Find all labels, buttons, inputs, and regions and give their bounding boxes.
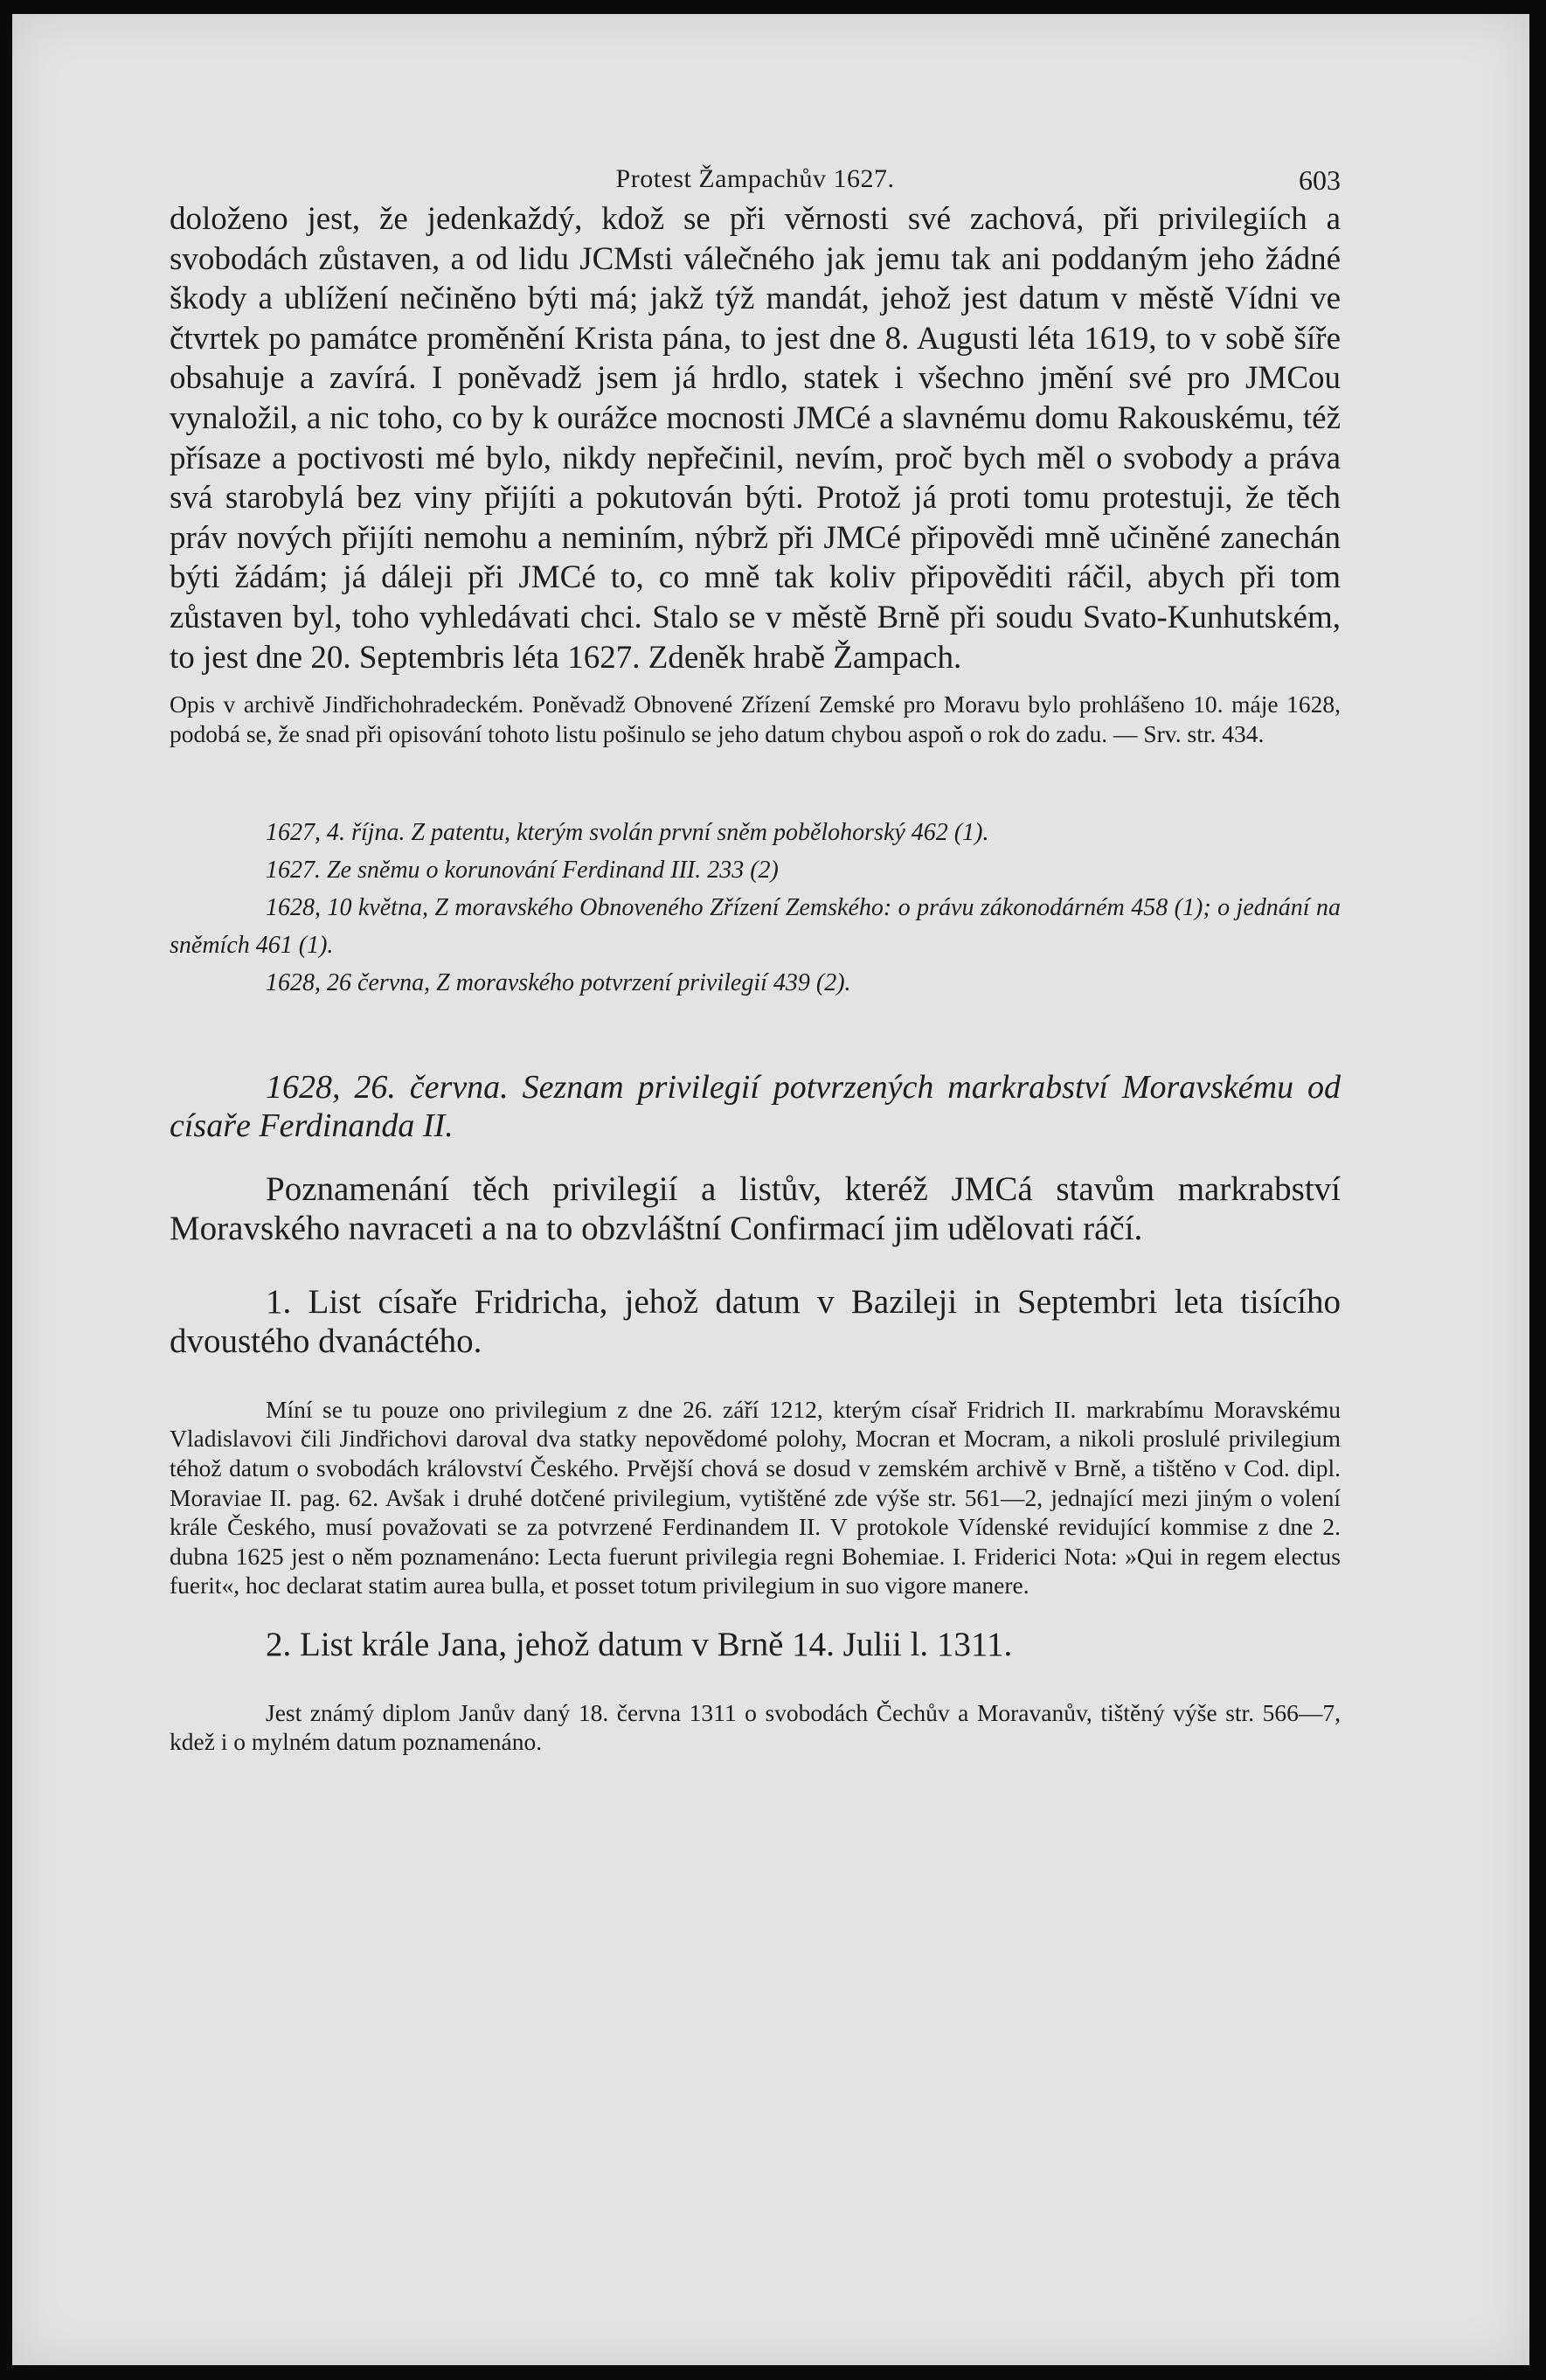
scanned-page [12, 14, 1529, 2365]
item-2-title: 2. List krále Jana, jehož datum v Brně 14. Julii l. 1311. [266, 1625, 1013, 1663]
header-title: Protest Žampachův 1627. [615, 164, 895, 193]
reference-item: 1627. Ze sněmu o korunování Ferdinand III. 233 (2) [266, 856, 779, 884]
item-1-title: 1. List císaře Fridricha, jehož datum v Bazileji in Septembri leta tisícího dvoustého dvanáctého. [170, 1282, 1341, 1360]
document-heading [170, 1068, 1341, 1145]
page-number: 603 [1299, 164, 1341, 196]
reference-item: 1627, 4. října. Z patentu, kterým svolán první sněm pobělohorský 462 (1). [266, 818, 989, 846]
item-2-note: Jest známý diplom Janův daný 18. června 1311 o svobodách Čechův a Moravanův, tištěný výše str. 566—7, kdež i o mylném datum poznamenáno. [170, 1698, 1341, 1756]
reference-item: 1628, 26 června, Z moravského potvrzení privilegií 439 (2). [266, 968, 851, 996]
item-1-note: Míní se tu pouze ono privilegium z dne 26. září 1212, kterým císař Fridrich II. markrabímu Moravskému Vladislavovi čili Jindřichovi daroval dva statky nepovědomé polohy, Mocran et Mocram, a nikoli proslulé privilegium téhož datum o svobodách království Českého. Prvější chová se dosud v zemském archivě v Brně, a tištěno v Cod. dipl. Moraviae II. pag. 62. Avšak i druhé dotčené privilegium, vytištěné zde výše str. 561—2, jednající mezi jiným o volení krále Českého, musí považovati se za potvrzené Ferdinandem II. V protokole Vídenské revidující kommise z dne 2. dubna 1625 jest o něm poznamenáno: Lecta fuerunt privilegia regni Bohemiae. I. Friderici Nota: »Qui in regem electus fuerit«, hoc declarat statim aurea bulla, et posset totum privilegium in suo vigore manere. [170, 1395, 1341, 1599]
running-header [170, 154, 1341, 201]
document-date: 1628, 26. června. [266, 1068, 509, 1106]
document-intro: Poznamenání těch privilegií a listův, kteréž JMCá stavům markrabství Moravského navraceti a na to obzvláštní Confirmací jim udělovati ráčí. [170, 1169, 1341, 1247]
main-text: doloženo jest, že jedenkaždý, kdož se při věrnosti své zachová, při privilegiích a svobodách zůstaven, a od lidu JCMsti válečného jak jemu tak ani poddaným jeho žádné škody a ublížení nečiněno býti má; jakž týž mandát, jehož jest datum v městě Vídni ve čtvrtek po památce proměnění Krista pána, to jest dne 8. Augusti léta 1619, to v sobě šíře obsahuje a zavírá. I poněvadž jsem já hrdlo, statek i všechno jmění své pro JMCou vynaložil, a nic toho, co by k ourážce mocnosti JMCé a slavnému domu Rakouskému, též přísaze a poctivosti mé bylo, nikdy nepřečinil, nevím, proč bych měl o svobody a práva svá starobylá bez viny přijíti a pokutován býti. Protož já proti tomu protestuji, že těch práv nových přijíti nemohu a neminím, nýbrž při JMCé připovědi mně učiněné zanechán býti žádám; já dáleji při JMCé to, co mně tak koliv připověditi ráčil, abych při tom zůstaven byl, toho vyhledávati chci. Stalo se v městě Brně při soudu Svato-Kunhutském, to jest dne 20. Septembris léta 1627. Zdeněk hrabě Žampach. [170, 201, 1341, 676]
document-title: Seznam privilegií potvrzených markrabství Moravskému od císaře Ferdinanda II. [170, 1068, 1341, 1144]
source-note: Opis v archivě Jindřichohradeckém. Poněvadž Obnovené Zřízení Zemské pro Moravu bylo prohlášeno 10. máje 1628, podobá se, že snad při opisování tohoto listu pošinulo se jeho datum chybou aspoň o rok do zadu. — Srv. str. 434. [170, 690, 1341, 747]
reference-item: 1628, 10 května, Z moravského Obnoveného Zřízení Zemského: o právu zákonodárném 458 (1); o jednání na sněmích 461 (1). [170, 893, 1341, 959]
page-content [170, 154, 1341, 1781]
cross-references [170, 814, 1341, 1002]
